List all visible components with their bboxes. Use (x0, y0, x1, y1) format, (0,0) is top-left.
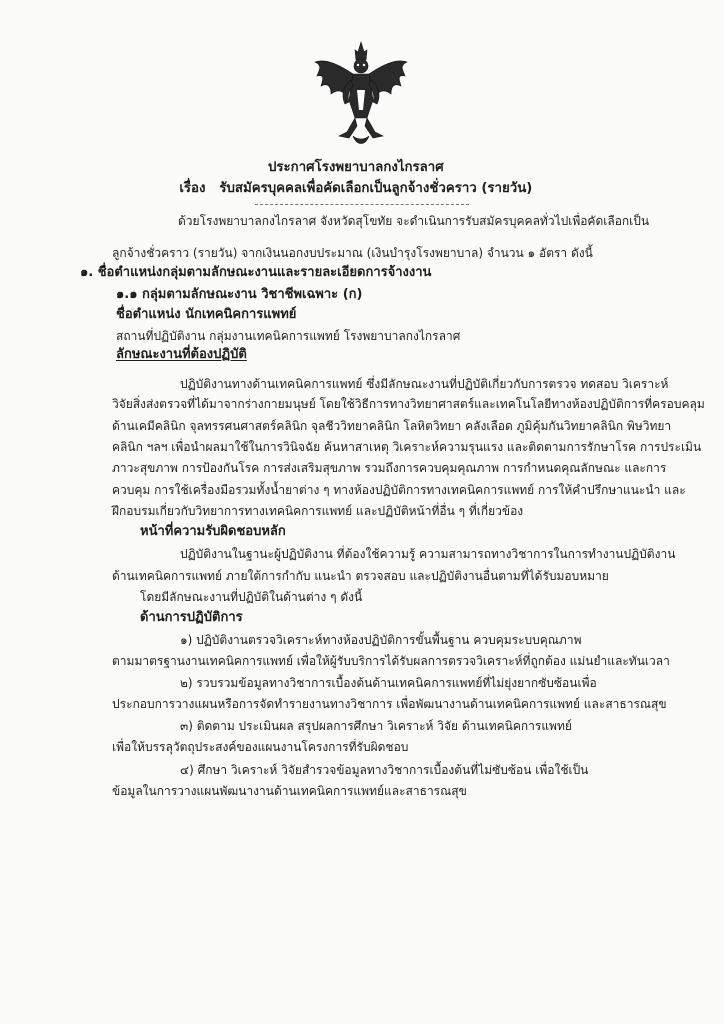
operations-line: ข้อมูลในการวางแผนพัฒนางานด้านเทคนิคการแพทย์และสาธารณสุข (112, 784, 467, 798)
duties-heading: ลักษณะงานที่ต้องปฏิบัติ (116, 347, 247, 362)
section1-group: ๑.๑ กลุ่มตามลักษณะงาน วิชาชีพเฉพาะ (ก) (116, 287, 363, 302)
operations-line: เพื่อให้บรรลุวัตถุประสงค์ของแผนงานโครงการที่รับผิดชอบ (112, 740, 409, 754)
operations-line: ๔) ศึกษา วิเคราะห์ วิจัยสำรวจข้อมูลทางวิชาการเบื้องต้นที่ไม่ซับซ้อน เพื่อใช้เป็น (180, 763, 589, 777)
subject-label: เรื่อง (179, 180, 206, 196)
duties-line: ฝึกอบรมเกี่ยวกับวิทยาการทางเทคนิคการแพทย์ และปฏิบัติหน้าที่อื่น ๆ ที่เกี่ยวข้อง (112, 504, 524, 518)
workplace: สถานที่ปฏิบัติงาน กลุ่มงานเทคนิคการแพทย์ โรงพยาบาลกงไกรลาศ (116, 329, 461, 343)
duties-line: ด้านเคมีคลินิก จุลทรรศนศาสตร์คลินิก จุลชีววิทยาคลินิก โลหิตวิทยา คลังเลือด ภูมิคุ้มกันวิทยาคลินิก พิษวิทยา (112, 419, 672, 433)
separator-line (255, 204, 469, 205)
responsibilities-line: ปฏิบัติงานในฐานะผู้ปฏิบัติงาน ที่ต้องใช้ความรู้ ความสามารถทางวิชาการในการทำงานปฏิบัติงาน (180, 547, 676, 561)
operations-line: ๓) ติดตาม ประเมินผล สรุปผลการศึกษา วิเคราะห์ วิจัย ด้านเทคนิคการแพทย์ (180, 719, 572, 733)
operations-line: ประกอบการวางแผนหรือการจัดทำรายงานทางวิชาการ เพื่อพัฒนางานด้านเทคนิคการแพทย์ และสาธารณสุข (112, 697, 667, 711)
responsibilities-line: ด้านเทคนิคการแพทย์ ภายใต้การกำกับ แนะนำ ตรวจสอบ และปฏิบัติงานอื่นตามที่ได้รับมอบหมาย (112, 569, 609, 583)
responsibilities-heading: หน้าที่ความรับผิดชอบหลัก (140, 524, 286, 539)
section1-heading: ๑. ชื่อตำแหน่งกลุ่มตามลักษณะงานและรายละเอียดการจ้างงาน (80, 265, 432, 280)
announcement-title: ประกาศโรงพยาบาลกงไกรลาศ (268, 159, 444, 175)
subject-text: รับสมัครบุคคลเพื่อคัดเลือกเป็นลูกจ้างชั่วคราว (รายวัน) (219, 180, 533, 196)
operations-heading: ด้านการปฏิบัติการ (140, 610, 243, 625)
duties-line: วิจัยสิ่งส่งตรวจที่ได้มาจากร่างกายมนุษย์ โดยใช้วิธีการทางวิทยาศาสตร์และเทคโนโลยีทางห้องปฏิบัติการที่ครอบคลุม (112, 397, 705, 411)
position-name: ชื่อตำแหน่ง นักเทคนิคการแพทย์ (116, 307, 297, 322)
duties-line: คลินิก ฯลฯ เพื่อนำผลมาใช้ในการวินิจฉัย ค้นหาสาเหตุ วิเคราะห์ความรุนแรง และติดตามการรักษาโรค การประเมิน (112, 440, 702, 454)
duties-line: ปฏิบัติงานทางด้านเทคนิคการแพทย์ ซึ่งมีลักษณะงานที่ปฏิบัติเกี่ยวกับการตรวจ ทดสอบ วิเคราะห์ (180, 377, 669, 391)
announcement-subject (0, 176, 712, 198)
operations-line: ๑) ปฏิบัติงานตรวจวิเคราะห์ทางห้องปฏิบัติการขั้นพื้นฐาน ควบคุมระบบคุณภาพ (180, 633, 582, 647)
intro-line-1: ด้วยโรงพยาบาลกงไกรลาศ จังหวัดสุโขทัย จะดำเนินการรับสมัครบุคคลทั่วไปเพื่อคัดเลือกเป็น (178, 214, 650, 228)
operations-line: ๒) รวบรวมข้อมูลทางวิชาการเบื้องต้นด้านเทคนิคการแพทย์ที่ไม่ยุ่งยากซับซ้อนเพื่อ (180, 676, 597, 690)
responsibilities-line: โดยมีลักษณะงานที่ปฏิบัติในด้านต่าง ๆ ดังนี้ (140, 590, 363, 604)
duties-line: ภาวะสุขภาพ การป้องกันโรค การส่งเสริมสุขภาพ รวมถึงการควบคุมคุณภาพ การกำหนดคุณลักษณะ และการ (112, 461, 667, 475)
intro-line-2: ลูกจ้างชั่วคราว (รายวัน) จากเงินนอกงบประมาณ (เงินบำรุงโรงพยาบาล) จำนวน ๑ อัตรา ดังนี้ (112, 246, 593, 260)
operations-line: ตามมาตรฐานงานเทคนิคการแพทย์ เพื่อให้ผู้รับบริการได้รับผลการตรวจวิเคราะห์ที่ถูกต้อง แม่นยำและทันเวลา (112, 654, 670, 668)
garuda-emblem (313, 40, 409, 150)
duties-line: ควบคุม การใช้เครื่องมือรวมทั้งน้ำยาต่าง ๆ ทางห้องปฏิบัติการทางเทคนิคการแพทย์ การให้คำปรึกษาแนะนำ และ (112, 483, 686, 497)
